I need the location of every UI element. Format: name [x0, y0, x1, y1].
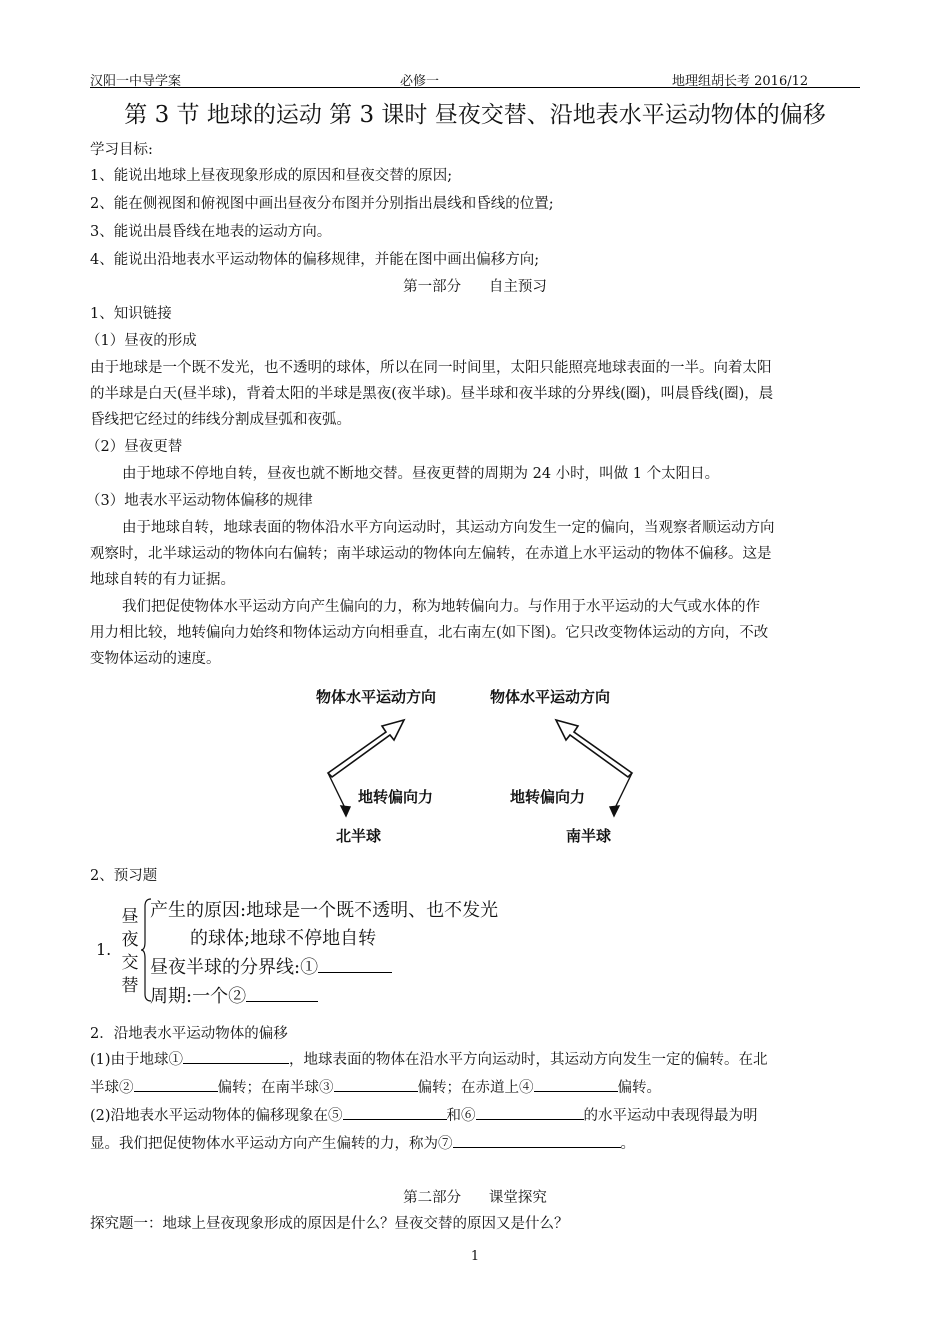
part2-heading: 第二部分 课堂探究	[403, 1190, 547, 1206]
para-line: 昏线把它经过的纬线分割成昼弧和夜弧。	[90, 412, 351, 428]
header-center: 必修一	[400, 74, 440, 89]
north-hemisphere-label: 北半球	[336, 827, 382, 845]
objective-item: 3、能说出晨昏线在地表的运动方向。	[90, 224, 332, 240]
q2-text: 偏转；在赤道上④	[417, 1080, 534, 1096]
preview-heading: 2、预习题	[90, 868, 158, 884]
inquiry-question-1: 探究题一：地球上昼夜现象形成的原因是什么？昼夜交替的原因又是什么？	[90, 1216, 569, 1232]
answer-blank-q2-1[interactable]	[183, 1049, 289, 1064]
page-title: 第 3 节 地球的运动 第 3 课时 昼夜交替、沿地表水平运动物体的偏移	[124, 102, 826, 128]
q2-line-1	[90, 1048, 768, 1069]
objective-item: 4、能说出沿地表水平运动物体的偏移规律，并能在图中画出偏移方向;	[90, 252, 540, 268]
brace-label	[120, 906, 140, 998]
para-line: 由于地球是一个既不发光，也不透明的球体，所以在同一时间里，太阳只能照亮地球表面的一半。向着太阳	[90, 360, 772, 376]
page-number: 1	[470, 1249, 480, 1264]
header-rule	[90, 87, 860, 88]
summary-period-line	[150, 982, 318, 1008]
south-hemisphere-label: 南半球	[566, 827, 612, 845]
deflection-diagram	[300, 680, 660, 850]
north-motion-label: 物体水平运动方向	[316, 688, 437, 706]
section-heading: （3）地表水平运动物体偏移的规律	[86, 493, 313, 509]
section-heading: （1）昼夜的形成	[86, 333, 197, 349]
para-line: 由于地球不停地自转，昼夜也就不断地交替。昼夜更替的周期为 24 小时，叫做 1 个太阳日。	[122, 466, 720, 482]
south-force-arrow	[610, 773, 632, 816]
north-motion-arrow	[328, 720, 404, 777]
header-right: 地理组胡长考 2016/12	[672, 74, 809, 89]
q2-line-4	[90, 1132, 635, 1153]
answer-blank-q2-2[interactable]	[134, 1077, 218, 1092]
brace-char: 昼	[121, 907, 139, 927]
brace-char: 交	[121, 953, 139, 973]
q2-heading: 2．沿地表水平运动物体的偏移	[90, 1026, 288, 1042]
summary-period-text: 周期:一个②	[150, 986, 247, 1007]
summary-boundary-text: 昼夜半球的分界线:①	[150, 957, 319, 978]
answer-blank-q2-3[interactable]	[334, 1077, 418, 1092]
para-line: 的半球是白天(昼半球)，背着太阳的半球是黑夜(夜半球)。昼半球和夜半球的分界线(圈)，叫晨昏线(圈)，晨	[90, 386, 774, 402]
q2-text: 半球②	[90, 1080, 134, 1096]
para-line: 用力相比较，地转偏向力始终和物体运动方向相垂直，北右南左(如下图)。它只改变物体运动的方向，不改	[90, 625, 769, 641]
answer-blank-q2-7[interactable]	[453, 1133, 621, 1148]
brace-char: 夜	[121, 930, 139, 950]
q2-text: (1)由于地球①	[90, 1052, 184, 1068]
south-motion-label: 物体水平运动方向	[490, 688, 611, 706]
q2-text: 偏转。	[617, 1080, 661, 1096]
para-line: 观察时，北半球运动的物体向右偏转；南半球运动的物体向左偏转，在赤道上水平运动的物体不偏移。这是	[90, 546, 772, 562]
para-line: 我们把促使物体水平运动方向产生偏向的力，称为地转偏向力。与作用于水平运动的大气或水体的作	[122, 599, 760, 615]
q2-text: 和⑥	[446, 1108, 476, 1124]
objective-item: 2、能在侧视图和俯视图中画出昼夜分布图并分别指出晨线和昏线的位置;	[90, 196, 554, 212]
q2-text: 。	[620, 1136, 635, 1152]
answer-blank-2[interactable]	[246, 987, 318, 1002]
summary-boundary-line	[150, 953, 392, 979]
answer-blank-q2-4[interactable]	[534, 1077, 618, 1092]
summary-cause-line: 产生的原因:地球是一个既不透明、也不发光	[150, 900, 499, 921]
north-force-arrow	[328, 773, 350, 816]
objectives-heading: 学习目标:	[90, 142, 153, 158]
day-night-summary	[90, 890, 550, 1012]
para-line: 由于地球自转，地球表面的物体沿水平方向运动时，其运动方向发生一定的偏向，当观察者顺运动方向	[122, 520, 775, 536]
q2-line-3	[90, 1104, 758, 1125]
part1-heading: 第一部分 自主预习	[403, 279, 547, 295]
knowledge-heading: 1、知识链接	[90, 306, 172, 322]
section-heading: （2）昼夜更替	[86, 439, 183, 455]
answer-blank-q2-5[interactable]	[343, 1105, 447, 1120]
q2-text: (2)沿地表水平运动物体的偏移现象在⑤	[90, 1108, 343, 1124]
para-line: 地球自转的有力证据。	[90, 572, 235, 588]
q2-line-2	[90, 1076, 661, 1097]
answer-blank-1[interactable]	[318, 958, 392, 973]
para-line: 变物体运动的速度。	[90, 651, 221, 667]
answer-blank-q2-6[interactable]	[476, 1105, 584, 1120]
header-left: 汉阳一中导学案	[90, 74, 182, 89]
summary-cause-line2: 的球体;地球不停地自转	[190, 928, 377, 949]
q2-text: 显。我们把促使物体水平运动方向产生偏转的力，称为⑦	[90, 1136, 453, 1152]
south-force-label: 地转偏向力	[510, 788, 586, 806]
objective-item: 1、能说出地球上昼夜现象形成的原因和昼夜交替的原因;	[90, 168, 453, 184]
south-motion-arrow	[556, 720, 632, 777]
q2-text: 偏转；在南半球③	[217, 1080, 334, 1096]
q2-text: ，地球表面的物体在沿水平方向运动时，其运动方向发生一定的偏转。在北	[289, 1052, 768, 1068]
q2-text: 的水平运动中表现得最为明	[583, 1108, 758, 1124]
question-number: 1.	[96, 940, 112, 959]
brace-char: 替	[121, 976, 139, 996]
north-force-label: 地转偏向力	[358, 788, 434, 806]
